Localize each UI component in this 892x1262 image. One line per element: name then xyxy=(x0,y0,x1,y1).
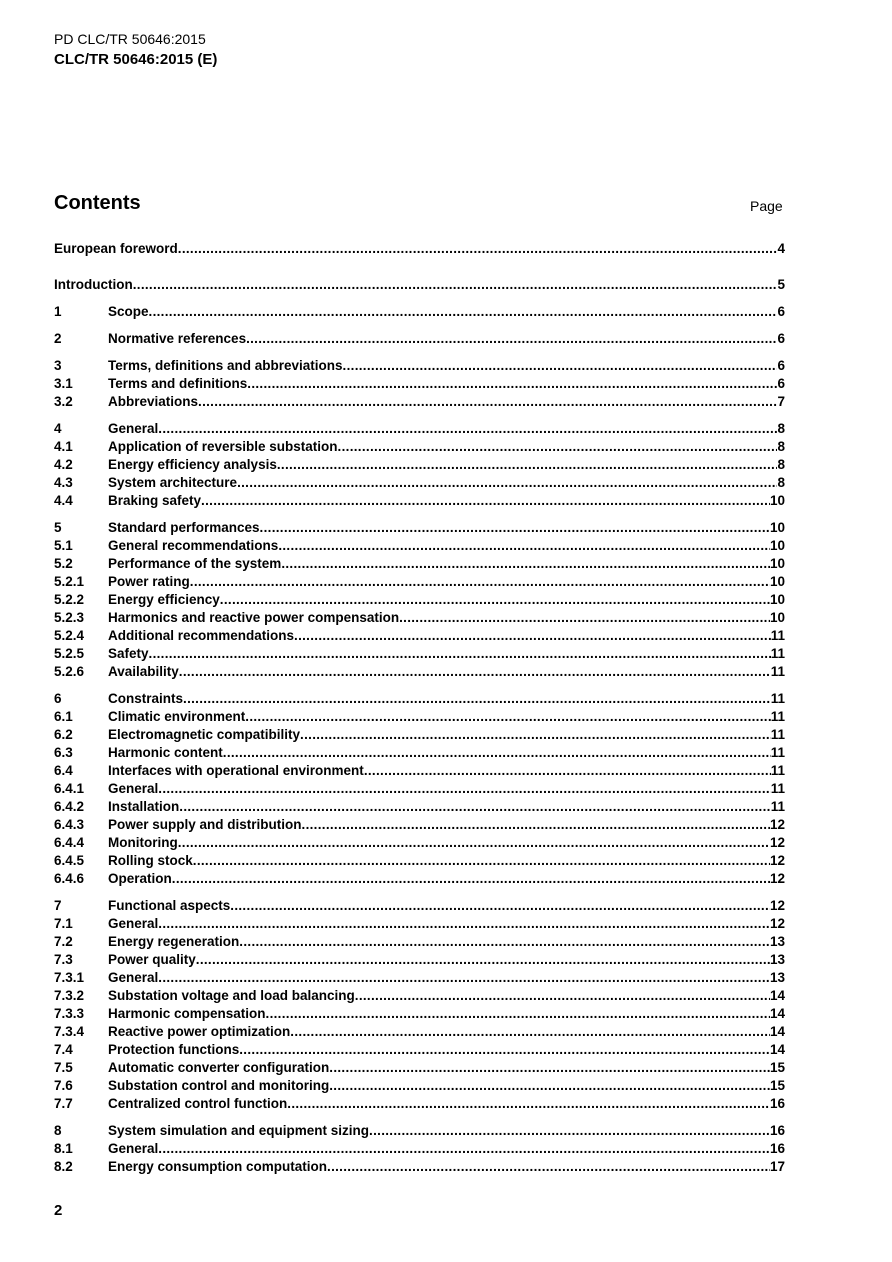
toc-dot-leader xyxy=(179,663,771,681)
toc-entry-number: 3 xyxy=(54,358,62,373)
toc-entry[interactable] xyxy=(54,1023,785,1041)
toc-entry[interactable] xyxy=(54,852,785,870)
toc-entry-number: 5.2 xyxy=(54,556,73,571)
contents-heading: Contents xyxy=(54,192,141,214)
toc-dot-leader xyxy=(220,591,770,609)
toc-entry-title: Introduction xyxy=(54,277,133,292)
toc-dot-leader xyxy=(237,474,777,492)
toc-entry-page: 12 xyxy=(769,916,785,931)
toc-entry[interactable] xyxy=(54,1122,785,1140)
toc-entry-title: Rolling stock xyxy=(108,853,193,868)
toc-entry-number: 3.2 xyxy=(54,394,73,409)
toc-dot-leader xyxy=(278,537,770,555)
toc-entry-title: Functional aspects xyxy=(108,898,231,913)
toc-entry-number: 6.4.5 xyxy=(54,853,85,868)
toc-entry-page: 11 xyxy=(770,727,785,742)
toc-entry-page: 12 xyxy=(769,835,785,850)
toc-entry-number: 4.2 xyxy=(54,457,73,472)
toc-entry-title: Performance of the system xyxy=(108,556,282,571)
toc-entry-title: Availability xyxy=(108,664,179,679)
toc-dot-leader xyxy=(294,627,771,645)
toc-entry-number: 6.4.6 xyxy=(54,871,85,886)
toc-entry-number: 7.5 xyxy=(54,1060,73,1075)
toc-dot-leader xyxy=(178,240,778,258)
toc-entry-page: 5 xyxy=(777,277,785,292)
toc-entry-title: Abbreviations xyxy=(108,394,199,409)
toc-entry[interactable] xyxy=(54,330,785,348)
toc-entry-number: 4.4 xyxy=(54,493,73,508)
toc-entry-page: 13 xyxy=(769,970,785,985)
toc-entry-number: 7.3.1 xyxy=(54,970,85,985)
toc-entry-page: 6 xyxy=(777,376,785,391)
toc-entry-title: Harmonic compensation xyxy=(108,1006,266,1021)
toc-entry[interactable] xyxy=(54,645,785,663)
toc-entry-number: 6.4.4 xyxy=(54,835,85,850)
toc-dot-leader xyxy=(158,780,770,798)
toc-dot-leader xyxy=(133,276,778,294)
toc-entry-page: 10 xyxy=(769,556,785,571)
toc-dot-leader xyxy=(260,519,770,537)
toc-dot-leader xyxy=(329,1077,770,1095)
toc-dot-leader xyxy=(281,555,770,573)
toc-dot-leader xyxy=(300,726,771,744)
toc-entry-page: 11 xyxy=(770,799,785,814)
toc-entry-title: Energy efficiency analysis xyxy=(108,457,277,472)
toc-entry-title: Reactive power optimization xyxy=(108,1024,291,1039)
toc-dot-leader xyxy=(364,762,771,780)
toc-dot-leader xyxy=(230,897,770,915)
toc-dot-leader xyxy=(149,303,778,321)
page-number: 2 xyxy=(54,1202,63,1219)
toc-entry-title: General xyxy=(108,1141,159,1156)
toc-entry-page: 10 xyxy=(769,520,785,535)
toc-entry-title: Protection functions xyxy=(108,1042,240,1057)
toc-entry[interactable] xyxy=(54,276,785,294)
toc-entry-number: 4 xyxy=(54,421,62,436)
toc-entry-number: 6.4.2 xyxy=(54,799,85,814)
toc-entry-page: 16 xyxy=(769,1123,785,1138)
toc-entry-number: 5.2.5 xyxy=(54,646,85,661)
toc-entry-number: 7.6 xyxy=(54,1078,73,1093)
toc-entry[interactable] xyxy=(54,933,785,951)
toc-dot-leader xyxy=(158,969,770,987)
toc-entry[interactable] xyxy=(54,303,785,321)
toc-entry-number: 4.3 xyxy=(54,475,73,490)
toc-dot-leader xyxy=(246,330,777,348)
toc-entry[interactable] xyxy=(54,609,785,627)
toc-entry[interactable] xyxy=(54,573,785,591)
toc-dot-leader xyxy=(158,420,777,438)
toc-dot-leader xyxy=(158,915,770,933)
toc-dot-leader xyxy=(355,987,770,1005)
toc-entry-number: 5 xyxy=(54,520,62,535)
toc-entry-page: 14 xyxy=(769,988,785,1003)
toc-entry-title: Normative references xyxy=(108,331,247,346)
page-column-label: Page xyxy=(750,198,783,214)
toc-entry-page: 14 xyxy=(769,1024,785,1039)
toc-entry-page: 11 xyxy=(770,745,785,760)
toc-entry[interactable] xyxy=(54,1005,785,1023)
toc-entry-number: 7.2 xyxy=(54,934,73,949)
toc-entry-page: 11 xyxy=(770,646,785,661)
toc-entry[interactable] xyxy=(54,240,785,258)
toc-dot-leader xyxy=(338,438,778,456)
toc-entry-page: 12 xyxy=(769,853,785,868)
toc-entry-number: 8.1 xyxy=(54,1141,73,1156)
document-id-english: CLC/TR 50646:2015 (E) xyxy=(54,51,218,68)
toc-entry-page: 12 xyxy=(769,817,785,832)
toc-entry[interactable] xyxy=(54,627,785,645)
toc-dot-leader xyxy=(178,834,770,852)
toc-entry-page: 6 xyxy=(777,331,785,346)
toc-entry[interactable] xyxy=(54,492,785,510)
toc-entry[interactable] xyxy=(54,375,785,393)
toc-entry[interactable] xyxy=(54,987,785,1005)
toc-entry-page: 12 xyxy=(769,871,785,886)
toc-entry[interactable] xyxy=(54,1077,785,1095)
toc-entry-page: 16 xyxy=(769,1096,785,1111)
toc-entry[interactable] xyxy=(54,897,785,915)
toc-entry-title: Terms and definitions xyxy=(108,376,248,391)
toc-entry-page: 6 xyxy=(777,358,785,373)
toc-entry-number: 7.3.3 xyxy=(54,1006,85,1021)
toc-entry[interactable] xyxy=(54,708,785,726)
toc-entry-title: Constraints xyxy=(108,691,184,706)
toc-entry-title: Scope xyxy=(108,304,149,319)
toc-dot-leader xyxy=(239,1041,770,1059)
toc-entry-page: 14 xyxy=(769,1042,785,1057)
toc-entry[interactable] xyxy=(54,780,785,798)
toc-entry-title: Braking safety xyxy=(108,493,202,508)
toc-dot-leader xyxy=(266,1005,770,1023)
toc-entry[interactable] xyxy=(54,798,785,816)
toc-entry-number: 7.4 xyxy=(54,1042,73,1057)
toc-entry-page: 8 xyxy=(777,439,785,454)
toc-entry-title: Substation voltage and load balancing xyxy=(108,988,355,1003)
toc-entry-number: 7.3.4 xyxy=(54,1024,85,1039)
toc-entry-page: 10 xyxy=(769,610,785,625)
toc-entry[interactable] xyxy=(54,438,785,456)
toc-entry-number: 5.2.1 xyxy=(54,574,85,589)
toc-dot-leader xyxy=(179,798,770,816)
toc-entry-title: General xyxy=(108,916,159,931)
toc-entry[interactable] xyxy=(54,663,785,681)
toc-entry-page: 11 xyxy=(770,691,785,706)
toc-entry-page: 4 xyxy=(777,241,785,256)
toc-dot-leader xyxy=(158,1140,770,1158)
toc-entry-number: 8 xyxy=(54,1123,62,1138)
toc-entry-page: 8 xyxy=(777,457,785,472)
toc-entry-title: Application of reversible substation xyxy=(108,439,338,454)
toc-entry-page: 11 xyxy=(770,763,785,778)
toc-entry[interactable] xyxy=(54,420,785,438)
toc-entry-number: 6.2 xyxy=(54,727,73,742)
toc-entry-title: Power supply and distribution xyxy=(108,817,302,832)
toc-entry-title: System simulation and equipment sizing xyxy=(108,1123,370,1138)
toc-entry-title: Installation xyxy=(108,799,180,814)
toc-entry-page: 11 xyxy=(770,628,785,643)
toc-dot-leader xyxy=(247,375,777,393)
toc-entry[interactable] xyxy=(54,1158,785,1176)
toc-entry[interactable] xyxy=(54,762,785,780)
toc-entry-number: 7 xyxy=(54,898,62,913)
toc-entry-title: General xyxy=(108,781,159,796)
toc-entry[interactable] xyxy=(54,726,785,744)
toc-entry-page: 10 xyxy=(769,493,785,508)
toc-dot-leader xyxy=(343,357,778,375)
toc-dot-leader xyxy=(149,645,771,663)
toc-entry-title: Standard performances xyxy=(108,520,260,535)
toc-dot-leader xyxy=(172,870,770,888)
toc-entry[interactable] xyxy=(54,591,785,609)
toc-entry-title: Harmonics and reactive power compensation xyxy=(108,610,400,625)
toc-entry-page: 14 xyxy=(769,1006,785,1021)
toc-entry-number: 7.3 xyxy=(54,952,73,967)
toc-entry[interactable] xyxy=(54,915,785,933)
toc-entry-page: 7 xyxy=(777,394,785,409)
toc-entry[interactable] xyxy=(54,951,785,969)
toc-entry-number: 3.1 xyxy=(54,376,73,391)
toc-entry-number: 6.4.1 xyxy=(54,781,85,796)
toc-entry-title: Additional recommendations xyxy=(108,628,295,643)
toc-dot-leader xyxy=(327,1158,770,1176)
toc-entry-title: Terms, definitions and abbreviations xyxy=(108,358,343,373)
toc-entry-page: 10 xyxy=(769,574,785,589)
toc-entry-title: General xyxy=(108,970,159,985)
toc-entry[interactable] xyxy=(54,816,785,834)
toc-entry-title: Harmonic content xyxy=(108,745,223,760)
toc-entry[interactable] xyxy=(54,690,785,708)
toc-entry-title: Power quality xyxy=(108,952,196,967)
toc-entry-number: 6 xyxy=(54,691,62,706)
toc-entry-page: 8 xyxy=(777,421,785,436)
toc-dot-leader xyxy=(290,1023,770,1041)
toc-entry-page: 8 xyxy=(777,475,785,490)
toc-dot-leader xyxy=(277,456,778,474)
toc-entry-number: 8.2 xyxy=(54,1159,73,1174)
toc-entry-number: 5.1 xyxy=(54,538,73,553)
toc-entry[interactable] xyxy=(54,1095,785,1113)
toc-entry-page: 16 xyxy=(769,1141,785,1156)
toc-dot-leader xyxy=(196,951,770,969)
toc-entry-title: Safety xyxy=(108,646,149,661)
toc-dot-leader xyxy=(193,852,770,870)
toc-entry[interactable] xyxy=(54,474,785,492)
toc-entry-number: 7.7 xyxy=(54,1096,73,1111)
toc-entry-title: Monitoring xyxy=(108,835,178,850)
toc-dot-leader xyxy=(239,933,770,951)
toc-entry-number: 4.1 xyxy=(54,439,73,454)
toc-entry[interactable] xyxy=(54,456,785,474)
toc-entry[interactable] xyxy=(54,969,785,987)
toc-dot-leader xyxy=(329,1059,770,1077)
toc-entry[interactable] xyxy=(54,537,785,555)
toc-entry-title: European foreword xyxy=(54,241,178,256)
toc-dot-leader xyxy=(183,690,771,708)
toc-entry-page: 10 xyxy=(769,538,785,553)
toc-entry-title: Substation control and monitoring xyxy=(108,1078,330,1093)
toc-dot-leader xyxy=(399,609,770,627)
toc-entry[interactable] xyxy=(54,1140,785,1158)
toc-entry-title: System architecture xyxy=(108,475,238,490)
toc-entry-title: Automatic converter configuration xyxy=(108,1060,330,1075)
toc-entry-number: 5.2.3 xyxy=(54,610,85,625)
toc-entry-number: 7.3.2 xyxy=(54,988,85,1003)
document-id: PD CLC/TR 50646:2015 xyxy=(54,31,206,47)
toc-entry-number: 5.2.2 xyxy=(54,592,85,607)
toc-entry-page: 12 xyxy=(769,898,785,913)
toc-entry[interactable] xyxy=(54,555,785,573)
toc-entry[interactable] xyxy=(54,1041,785,1059)
toc-entry-title: Energy regeneration xyxy=(108,934,240,949)
toc-entry-page: 6 xyxy=(777,304,785,319)
toc-dot-leader xyxy=(198,393,777,411)
toc-entry-page: 11 xyxy=(770,664,785,679)
toc-entry-number: 2 xyxy=(54,331,62,346)
toc-entry[interactable] xyxy=(54,1059,785,1077)
toc-entry-title: Climatic environment xyxy=(108,709,246,724)
toc-entry-number: 5.2.6 xyxy=(54,664,85,679)
toc-entry-page: 13 xyxy=(769,952,785,967)
toc-entry[interactable] xyxy=(54,834,785,852)
toc-entry-number: 7.1 xyxy=(54,916,73,931)
toc-entry-title: Power rating xyxy=(108,574,190,589)
toc-entry-title: Interfaces with operational environment xyxy=(108,763,364,778)
toc-entry-title: Centralized control function xyxy=(108,1096,288,1111)
toc-dot-leader xyxy=(201,492,770,510)
toc-entry[interactable] xyxy=(54,870,785,888)
toc-entry[interactable] xyxy=(54,393,785,411)
toc-entry-number: 1 xyxy=(54,304,62,319)
toc-entry-number: 6.1 xyxy=(54,709,73,724)
toc-entry-number: 6.4 xyxy=(54,763,73,778)
toc-dot-leader xyxy=(223,744,771,762)
toc-entry[interactable] xyxy=(54,744,785,762)
toc-entry-title: General recommendations xyxy=(108,538,279,553)
toc-entry-page: 13 xyxy=(769,934,785,949)
toc-entry-title: Energy consumption computation xyxy=(108,1159,328,1174)
toc-dot-leader xyxy=(245,708,770,726)
toc-entry-number: 5.2.4 xyxy=(54,628,85,643)
toc-entry-title: Operation xyxy=(108,871,172,886)
toc-entry-title: Energy efficiency xyxy=(108,592,220,607)
toc-entry-number: 6.3 xyxy=(54,745,73,760)
toc-entry[interactable] xyxy=(54,357,785,375)
toc-entry-page: 11 xyxy=(770,709,785,724)
toc-entry-page: 17 xyxy=(769,1159,785,1174)
toc-entry-page: 11 xyxy=(770,781,785,796)
toc-dot-leader xyxy=(287,1095,770,1113)
toc-entry-number: 6.4.3 xyxy=(54,817,85,832)
toc-entry[interactable] xyxy=(54,519,785,537)
toc-entry-page: 10 xyxy=(769,592,785,607)
toc-dot-leader xyxy=(190,573,770,591)
toc-entry-page: 15 xyxy=(769,1078,785,1093)
toc-entry-title: General xyxy=(108,421,159,436)
toc-dot-leader xyxy=(369,1122,770,1140)
toc-entry-page: 15 xyxy=(769,1060,785,1075)
toc-dot-leader xyxy=(302,816,770,834)
toc-entry-title: Electromagnetic compatibility xyxy=(108,727,301,742)
